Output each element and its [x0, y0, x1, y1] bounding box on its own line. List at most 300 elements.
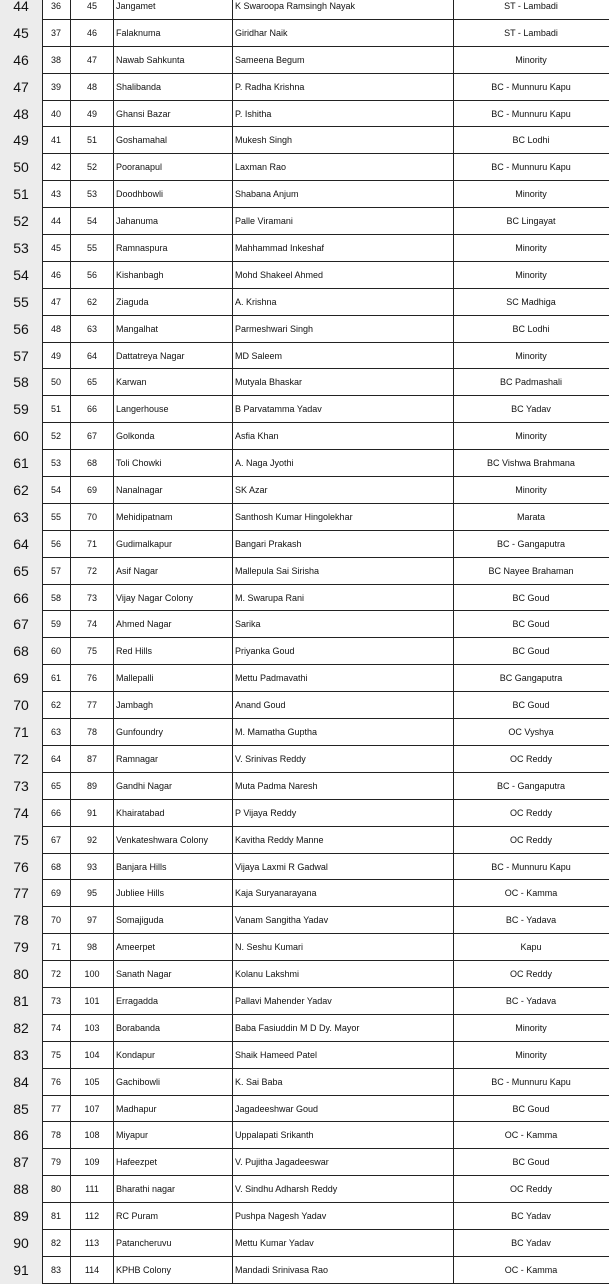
candidate-name-cell: P. Radha Krishna	[235, 81, 305, 92]
division-name-cell: Doodhbowli	[116, 189, 164, 200]
division-name-cell: Kishanbagh	[116, 269, 164, 280]
row-number[interactable]: 64	[0, 531, 42, 558]
division-number-cell: 45	[86, 1, 97, 11]
division-number-cell: 73	[86, 592, 97, 603]
division-name-cell: Gachibowli	[116, 1076, 161, 1087]
row-number[interactable]: 68	[0, 638, 42, 665]
serial-number-cell: 61	[50, 673, 61, 684]
table-row	[0, 289, 616, 316]
category-cell: ST - Lambadi	[504, 1, 558, 11]
division-number-cell: 69	[86, 485, 97, 496]
category-cell: OC - Kamma	[504, 888, 558, 899]
row-number[interactable]: 88	[0, 1176, 42, 1203]
serial-number-cell: 71	[50, 942, 61, 953]
division-number-cell: 49	[86, 108, 97, 119]
serial-number-cell: 39	[50, 81, 61, 92]
candidate-name-cell: Kaja Suryanarayana	[235, 888, 317, 899]
row-number[interactable]: 54	[0, 262, 42, 289]
division-number-cell: 101	[84, 995, 100, 1006]
table-row	[0, 827, 616, 854]
row-number[interactable]: 73	[0, 773, 42, 800]
category-cell: Minority	[515, 485, 547, 496]
division-number-cell: 66	[86, 404, 97, 415]
division-name-cell: Somajiguda	[116, 915, 164, 926]
candidate-name-cell: Muta Padma Naresh	[235, 780, 318, 791]
category-cell: Kapu	[520, 942, 542, 953]
candidate-name-cell: Pallavi Mahender Yadav	[235, 995, 332, 1006]
candidate-name-cell: Mahhammad Inkeshaf	[235, 243, 325, 254]
candidate-name-cell: A. Naga Jyothi	[235, 458, 294, 469]
column-divider	[70, 0, 71, 1284]
serial-number-cell: 52	[50, 431, 61, 442]
serial-number-cell: 56	[50, 538, 61, 549]
division-number-cell: 62	[86, 296, 97, 307]
candidate-name-cell: V. Sindhu Adharsh Reddy	[235, 1184, 338, 1195]
serial-number-cell: 45	[50, 243, 61, 254]
serial-number-cell: 81	[50, 1211, 61, 1222]
row-number[interactable]: 89	[0, 1203, 42, 1230]
row-number[interactable]: 53	[0, 235, 42, 262]
candidate-name-cell: Parmeshwari Singh	[235, 323, 314, 334]
row-number[interactable]: 67	[0, 611, 42, 638]
division-number-cell: 91	[86, 807, 97, 818]
table-row	[0, 181, 616, 208]
table-row	[0, 343, 616, 370]
row-number[interactable]: 71	[0, 719, 42, 746]
serial-number-cell: 54	[50, 485, 61, 496]
category-cell: BC Gangaputra	[499, 673, 563, 684]
table-row	[0, 800, 616, 827]
category-cell: BC - Gangaputra	[496, 780, 566, 791]
category-cell: BC Goud	[512, 646, 550, 657]
serial-number-cell: 51	[50, 404, 61, 415]
division-number-cell: 52	[86, 162, 97, 173]
row-number[interactable]: 78	[0, 907, 42, 934]
division-name-cell: Jangamet	[116, 1, 156, 11]
table-row	[0, 74, 616, 101]
serial-number-cell: 48	[50, 323, 61, 334]
table-row	[0, 1230, 616, 1257]
candidate-name-cell: Mettu Kumar Yadav	[235, 1237, 314, 1248]
division-name-cell: Hafeezpet	[116, 1157, 158, 1168]
division-name-cell: Nanalnagar	[116, 485, 163, 496]
division-number-cell: 111	[85, 1184, 99, 1195]
table-row	[0, 558, 616, 585]
division-name-cell: Shalibanda	[116, 81, 162, 92]
division-number-cell: 112	[84, 1211, 100, 1222]
division-name-cell: Asif Nagar	[116, 565, 159, 576]
candidate-name-cell: Shabana Anjum	[235, 189, 299, 200]
row-number[interactable]: 82	[0, 1015, 42, 1042]
serial-number-cell: 80	[50, 1184, 61, 1195]
serial-number-cell: 64	[50, 753, 61, 764]
serial-number-cell: 58	[50, 592, 61, 603]
division-number-cell: 51	[86, 135, 97, 146]
candidate-name-cell: Santhosh Kumar Hingolekhar	[235, 511, 353, 522]
candidate-name-cell: Kavitha Reddy Manne	[235, 834, 324, 845]
division-number-cell: 98	[86, 942, 97, 953]
serial-number-cell: 60	[50, 646, 61, 657]
serial-number-cell: 79	[50, 1157, 61, 1168]
division-number-cell: 46	[86, 27, 97, 38]
division-number-cell: 108	[84, 1130, 100, 1141]
division-name-cell: Ahmed Nagar	[116, 619, 172, 630]
serial-number-cell: 47	[50, 296, 61, 307]
column-divider	[113, 0, 114, 1284]
division-name-cell: Ghansi Bazar	[116, 108, 171, 119]
row-number[interactable]: 87	[0, 1149, 42, 1176]
division-number-cell: 77	[86, 700, 97, 711]
serial-number-cell: 49	[50, 350, 61, 361]
table-row	[0, 988, 616, 1015]
candidate-name-cell: M. Swarupa Rani	[235, 592, 305, 603]
category-cell: BC - Munnuru Kapu	[491, 81, 571, 92]
row-number[interactable]: 57	[0, 343, 42, 370]
category-cell: OC Vyshya	[508, 727, 554, 738]
row-number[interactable]: 85	[0, 1096, 42, 1123]
table-row	[0, 101, 616, 128]
candidate-name-cell: Mukesh Singh	[235, 135, 293, 146]
division-number-cell: 74	[86, 619, 97, 630]
row-number[interactable]: 62	[0, 477, 42, 504]
category-cell: BC Padmashali	[499, 377, 563, 388]
table-row	[0, 1203, 616, 1230]
category-cell: BC Lodhi	[512, 135, 550, 146]
table-row	[0, 477, 616, 504]
row-number[interactable]: 69	[0, 665, 42, 692]
category-cell: BC Yadav	[511, 1211, 551, 1222]
category-cell: BC Goud	[512, 700, 550, 711]
serial-number-cell: 55	[50, 511, 61, 522]
row-number[interactable]: 63	[0, 504, 42, 531]
category-cell: BC - Munnuru Kapu	[491, 162, 571, 173]
row-number[interactable]: 52	[0, 208, 42, 235]
serial-number-cell: 75	[50, 1049, 61, 1060]
division-name-cell: Karwan	[116, 377, 147, 388]
division-number-cell: 95	[86, 888, 97, 899]
division-name-cell: Sanath Nagar	[116, 969, 172, 980]
division-number-cell: 76	[86, 673, 97, 684]
row-number[interactable]: 59	[0, 396, 42, 423]
row-number[interactable]: 44	[0, 0, 42, 20]
column-divider	[42, 0, 43, 1284]
category-cell: BC Yadav	[511, 404, 551, 415]
table-row	[0, 208, 616, 235]
division-number-cell: 103	[84, 1022, 100, 1033]
candidate-name-cell: Vijaya Laxmi R Gadwal	[235, 861, 328, 872]
division-name-cell: Ramnaspura	[116, 243, 168, 254]
table-row	[0, 692, 616, 719]
division-number-cell: 114	[84, 1264, 100, 1275]
candidate-name-cell: Priyanka Goud	[235, 646, 295, 657]
division-name-cell: Patancheruvu	[116, 1237, 172, 1248]
serial-number-cell: 74	[50, 1022, 61, 1033]
serial-number-cell: 62	[50, 700, 61, 711]
table-row	[0, 1149, 616, 1176]
division-name-cell: Erragadda	[116, 995, 159, 1006]
category-cell: BC - Yadava	[505, 995, 557, 1006]
division-number-cell: 104	[84, 1049, 100, 1060]
division-number-cell: 55	[86, 243, 97, 254]
serial-number-cell: 40	[50, 108, 61, 119]
category-cell: Minority	[515, 1049, 547, 1060]
row-number[interactable]: 91	[0, 1257, 42, 1284]
table-row	[0, 316, 616, 343]
table-row	[0, 719, 616, 746]
candidate-name-cell: Kolanu Lakshmi	[235, 969, 300, 980]
row-number[interactable]: 56	[0, 316, 42, 343]
division-number-cell: 107	[84, 1103, 100, 1114]
serial-number-cell: 50	[50, 377, 61, 388]
division-name-cell: Ameerpet	[116, 942, 156, 953]
table-row	[0, 585, 616, 612]
division-name-cell: Khairatabad	[116, 807, 165, 818]
category-cell: OC Reddy	[509, 969, 553, 980]
division-number-cell: 92	[86, 834, 97, 845]
division-name-cell: Toli Chowki	[116, 458, 162, 469]
division-name-cell: Golkonda	[116, 431, 155, 442]
table-row	[0, 504, 616, 531]
candidate-name-cell: Baba Fasiuddin M D Dy. Mayor	[235, 1022, 360, 1033]
serial-number-cell: 42	[50, 162, 61, 173]
row-number[interactable]: 50	[0, 154, 42, 181]
division-name-cell: Miyapur	[116, 1130, 149, 1141]
candidate-name-cell: K Swaroopa Ramsingh Nayak	[235, 1, 356, 11]
category-cell: BC Lodhi	[512, 323, 550, 334]
candidate-name-cell: M. Mamatha Guptha	[235, 727, 318, 738]
table-row	[0, 746, 616, 773]
table-row	[0, 961, 616, 988]
division-number-cell: 53	[86, 189, 97, 200]
category-cell: OC Reddy	[509, 807, 553, 818]
division-number-cell: 48	[86, 81, 97, 92]
serial-number-cell: 37	[50, 27, 61, 38]
row-number[interactable]: 81	[0, 988, 42, 1015]
category-cell: SC Madhiga	[506, 296, 556, 307]
row-number[interactable]: 74	[0, 800, 42, 827]
row-number[interactable]: 79	[0, 934, 42, 961]
serial-number-cell: 82	[50, 1237, 61, 1248]
division-name-cell: Pooranapul	[116, 162, 163, 173]
serial-number-cell: 44	[50, 216, 61, 227]
candidate-name-cell: B Parvatamma Yadav	[235, 404, 322, 415]
candidate-name-cell: Jagadeeshwar Goud	[235, 1103, 319, 1114]
serial-number-cell: 76	[50, 1076, 61, 1087]
candidate-name-cell: V. Pujitha Jagadeeswar	[235, 1157, 329, 1168]
division-name-cell: Mehidipatnam	[116, 511, 173, 522]
candidate-name-cell: Uppalapati Srikanth	[235, 1130, 314, 1141]
division-name-cell: Red Hills	[116, 646, 153, 657]
serial-number-cell: 36	[50, 1, 61, 11]
candidate-name-cell: Laxman Rao	[235, 162, 287, 173]
category-cell: Minority	[515, 1022, 547, 1033]
category-cell: OC Reddy	[509, 753, 553, 764]
candidate-name-cell: Mettu Padmavathi	[235, 673, 308, 684]
candidate-name-cell: P. Ishitha	[235, 108, 272, 119]
row-number[interactable]: 55	[0, 289, 42, 316]
category-cell: BC - Yadava	[505, 915, 557, 926]
serial-number-cell: 83	[50, 1264, 61, 1275]
division-number-cell: 93	[86, 861, 97, 872]
division-name-cell: Gunfoundry	[116, 727, 164, 738]
serial-number-cell: 46	[50, 269, 61, 280]
serial-number-cell: 43	[50, 189, 61, 200]
row-number[interactable]: 48	[0, 101, 42, 128]
division-name-cell: Venkateshwara Colony	[116, 834, 209, 845]
division-number-cell: 47	[86, 54, 97, 65]
division-number-cell: 75	[86, 646, 97, 657]
table-row	[0, 423, 616, 450]
table-row	[0, 1096, 616, 1123]
division-number-cell: 87	[86, 753, 97, 764]
division-name-cell: Jubliee Hills	[116, 888, 165, 899]
row-number[interactable]: 60	[0, 423, 42, 450]
division-name-cell: Borabanda	[116, 1022, 161, 1033]
table-row	[0, 531, 616, 558]
table-row	[0, 47, 616, 74]
row-number[interactable]: 90	[0, 1230, 42, 1257]
division-number-cell: 65	[86, 377, 97, 388]
serial-number-cell: 78	[50, 1130, 61, 1141]
table-row	[0, 1176, 616, 1203]
candidate-name-cell: Pushpa Nagesh Yadav	[235, 1211, 327, 1222]
division-number-cell: 64	[86, 350, 97, 361]
row-number[interactable]: 65	[0, 558, 42, 585]
row-number[interactable]: 84	[0, 1069, 42, 1096]
division-name-cell: KPHB Colony	[116, 1264, 172, 1275]
category-cell: BC Goud	[512, 592, 550, 603]
serial-number-cell: 38	[50, 54, 61, 65]
category-cell: Minority	[515, 189, 547, 200]
division-number-cell: 71	[86, 538, 97, 549]
right-margin	[609, 0, 616, 1284]
table-row	[0, 773, 616, 800]
candidate-name-cell: N. Seshu Kumari	[235, 942, 304, 953]
table-row	[0, 611, 616, 638]
category-cell: BC Vishwa Brahmana	[487, 458, 575, 469]
table-row	[0, 235, 616, 262]
candidate-name-cell: Mallepula Sai Sirisha	[235, 565, 320, 576]
candidate-name-cell: Giridhar Naik	[235, 27, 288, 38]
category-cell: ST - Lambadi	[504, 27, 558, 38]
table-row	[0, 854, 616, 881]
table-row	[0, 154, 616, 181]
division-number-cell: 78	[86, 727, 97, 738]
division-number-cell: 72	[86, 565, 97, 576]
candidate-name-cell: Sameena Begum	[235, 54, 305, 65]
table-row	[0, 450, 616, 477]
category-cell: Minority	[515, 54, 547, 65]
row-number[interactable]: 76	[0, 854, 42, 881]
candidate-name-cell: MD Saleem	[235, 350, 283, 361]
division-name-cell: Langerhouse	[116, 404, 169, 415]
division-name-cell: Ziaguda	[116, 296, 149, 307]
table-row	[0, 1122, 616, 1149]
category-cell: BC - Munnuru Kapu	[491, 1076, 571, 1087]
division-name-cell: Falaknuma	[116, 27, 161, 38]
division-name-cell: Mallepalli	[116, 673, 154, 684]
category-cell: BC Goud	[512, 619, 550, 630]
division-name-cell: Jambagh	[116, 700, 154, 711]
table-row	[0, 127, 616, 154]
row-number[interactable]: 83	[0, 1042, 42, 1069]
row-number[interactable]: 47	[0, 74, 42, 101]
table-row	[0, 396, 616, 423]
division-number-cell: 97	[86, 915, 97, 926]
table-row	[0, 1015, 616, 1042]
candidate-name-cell: Asfia Khan	[235, 431, 279, 442]
serial-number-cell: 70	[50, 915, 61, 926]
table-row	[0, 665, 616, 692]
category-cell: OC - Kamma	[504, 1264, 558, 1275]
row-number[interactable]: 72	[0, 746, 42, 773]
row-number[interactable]: 49	[0, 127, 42, 154]
row-number[interactable]: 75	[0, 827, 42, 854]
division-number-cell: 68	[86, 458, 97, 469]
category-cell: OC Reddy	[509, 1184, 553, 1195]
candidate-name-cell: Mutyala Bhaskar	[235, 377, 303, 388]
row-number[interactable]: 77	[0, 880, 42, 907]
candidate-name-cell: V. Srinivas Reddy	[235, 753, 306, 764]
category-cell: BC Goud	[512, 1103, 550, 1114]
division-number-cell: 67	[86, 431, 97, 442]
division-number-cell: 54	[86, 216, 97, 227]
division-name-cell: Mangalhat	[116, 323, 159, 334]
table-row	[0, 934, 616, 961]
candidate-name-cell: Vanam Sangitha Yadav	[235, 915, 329, 926]
row-number[interactable]: 58	[0, 369, 42, 396]
row-number[interactable]: 46	[0, 47, 42, 74]
division-name-cell: Ramnagar	[116, 753, 159, 764]
row-number[interactable]: 61	[0, 450, 42, 477]
category-cell: BC Nayee Brahaman	[488, 565, 574, 576]
category-cell: Marata	[516, 511, 545, 522]
division-number-cell: 113	[84, 1237, 100, 1248]
table-row	[0, 1069, 616, 1096]
candidate-name-cell: P Vijaya Reddy	[235, 807, 297, 818]
row-number[interactable]: 45	[0, 20, 42, 47]
column-divider	[232, 0, 233, 1284]
category-cell: BC Goud	[512, 1157, 550, 1168]
row-number[interactable]: 66	[0, 585, 42, 612]
division-name-cell: Gudimalkapur	[116, 538, 173, 549]
category-cell: Minority	[515, 350, 547, 361]
category-cell: OC Reddy	[509, 834, 553, 845]
division-name-cell: Madhapur	[116, 1103, 157, 1114]
row-number[interactable]: 51	[0, 181, 42, 208]
row-number[interactable]: 80	[0, 961, 42, 988]
candidate-name-cell: Bangari Prakash	[235, 538, 302, 549]
serial-number-cell: 73	[50, 995, 61, 1006]
division-name-cell: Goshamahal	[116, 135, 168, 146]
category-cell: BC - Munnuru Kapu	[491, 108, 571, 119]
candidate-name-cell: SK Azar	[235, 485, 268, 496]
serial-number-cell: 63	[50, 727, 61, 738]
serial-number-cell: 53	[50, 458, 61, 469]
candidate-name-cell: Sarika	[235, 619, 261, 630]
table-row	[0, 1042, 616, 1069]
division-number-cell: 70	[86, 511, 97, 522]
division-name-cell: Gandhi Nagar	[116, 780, 173, 791]
division-number-cell: 63	[86, 323, 97, 334]
candidate-name-cell: Palle Viramani	[235, 216, 293, 227]
serial-number-cell: 69	[50, 888, 61, 899]
serial-number-cell: 67	[50, 834, 61, 845]
division-name-cell: Vijay Nagar Colony	[116, 592, 193, 603]
table-row	[0, 880, 616, 907]
row-number[interactable]: 70	[0, 692, 42, 719]
row-number[interactable]: 86	[0, 1122, 42, 1149]
